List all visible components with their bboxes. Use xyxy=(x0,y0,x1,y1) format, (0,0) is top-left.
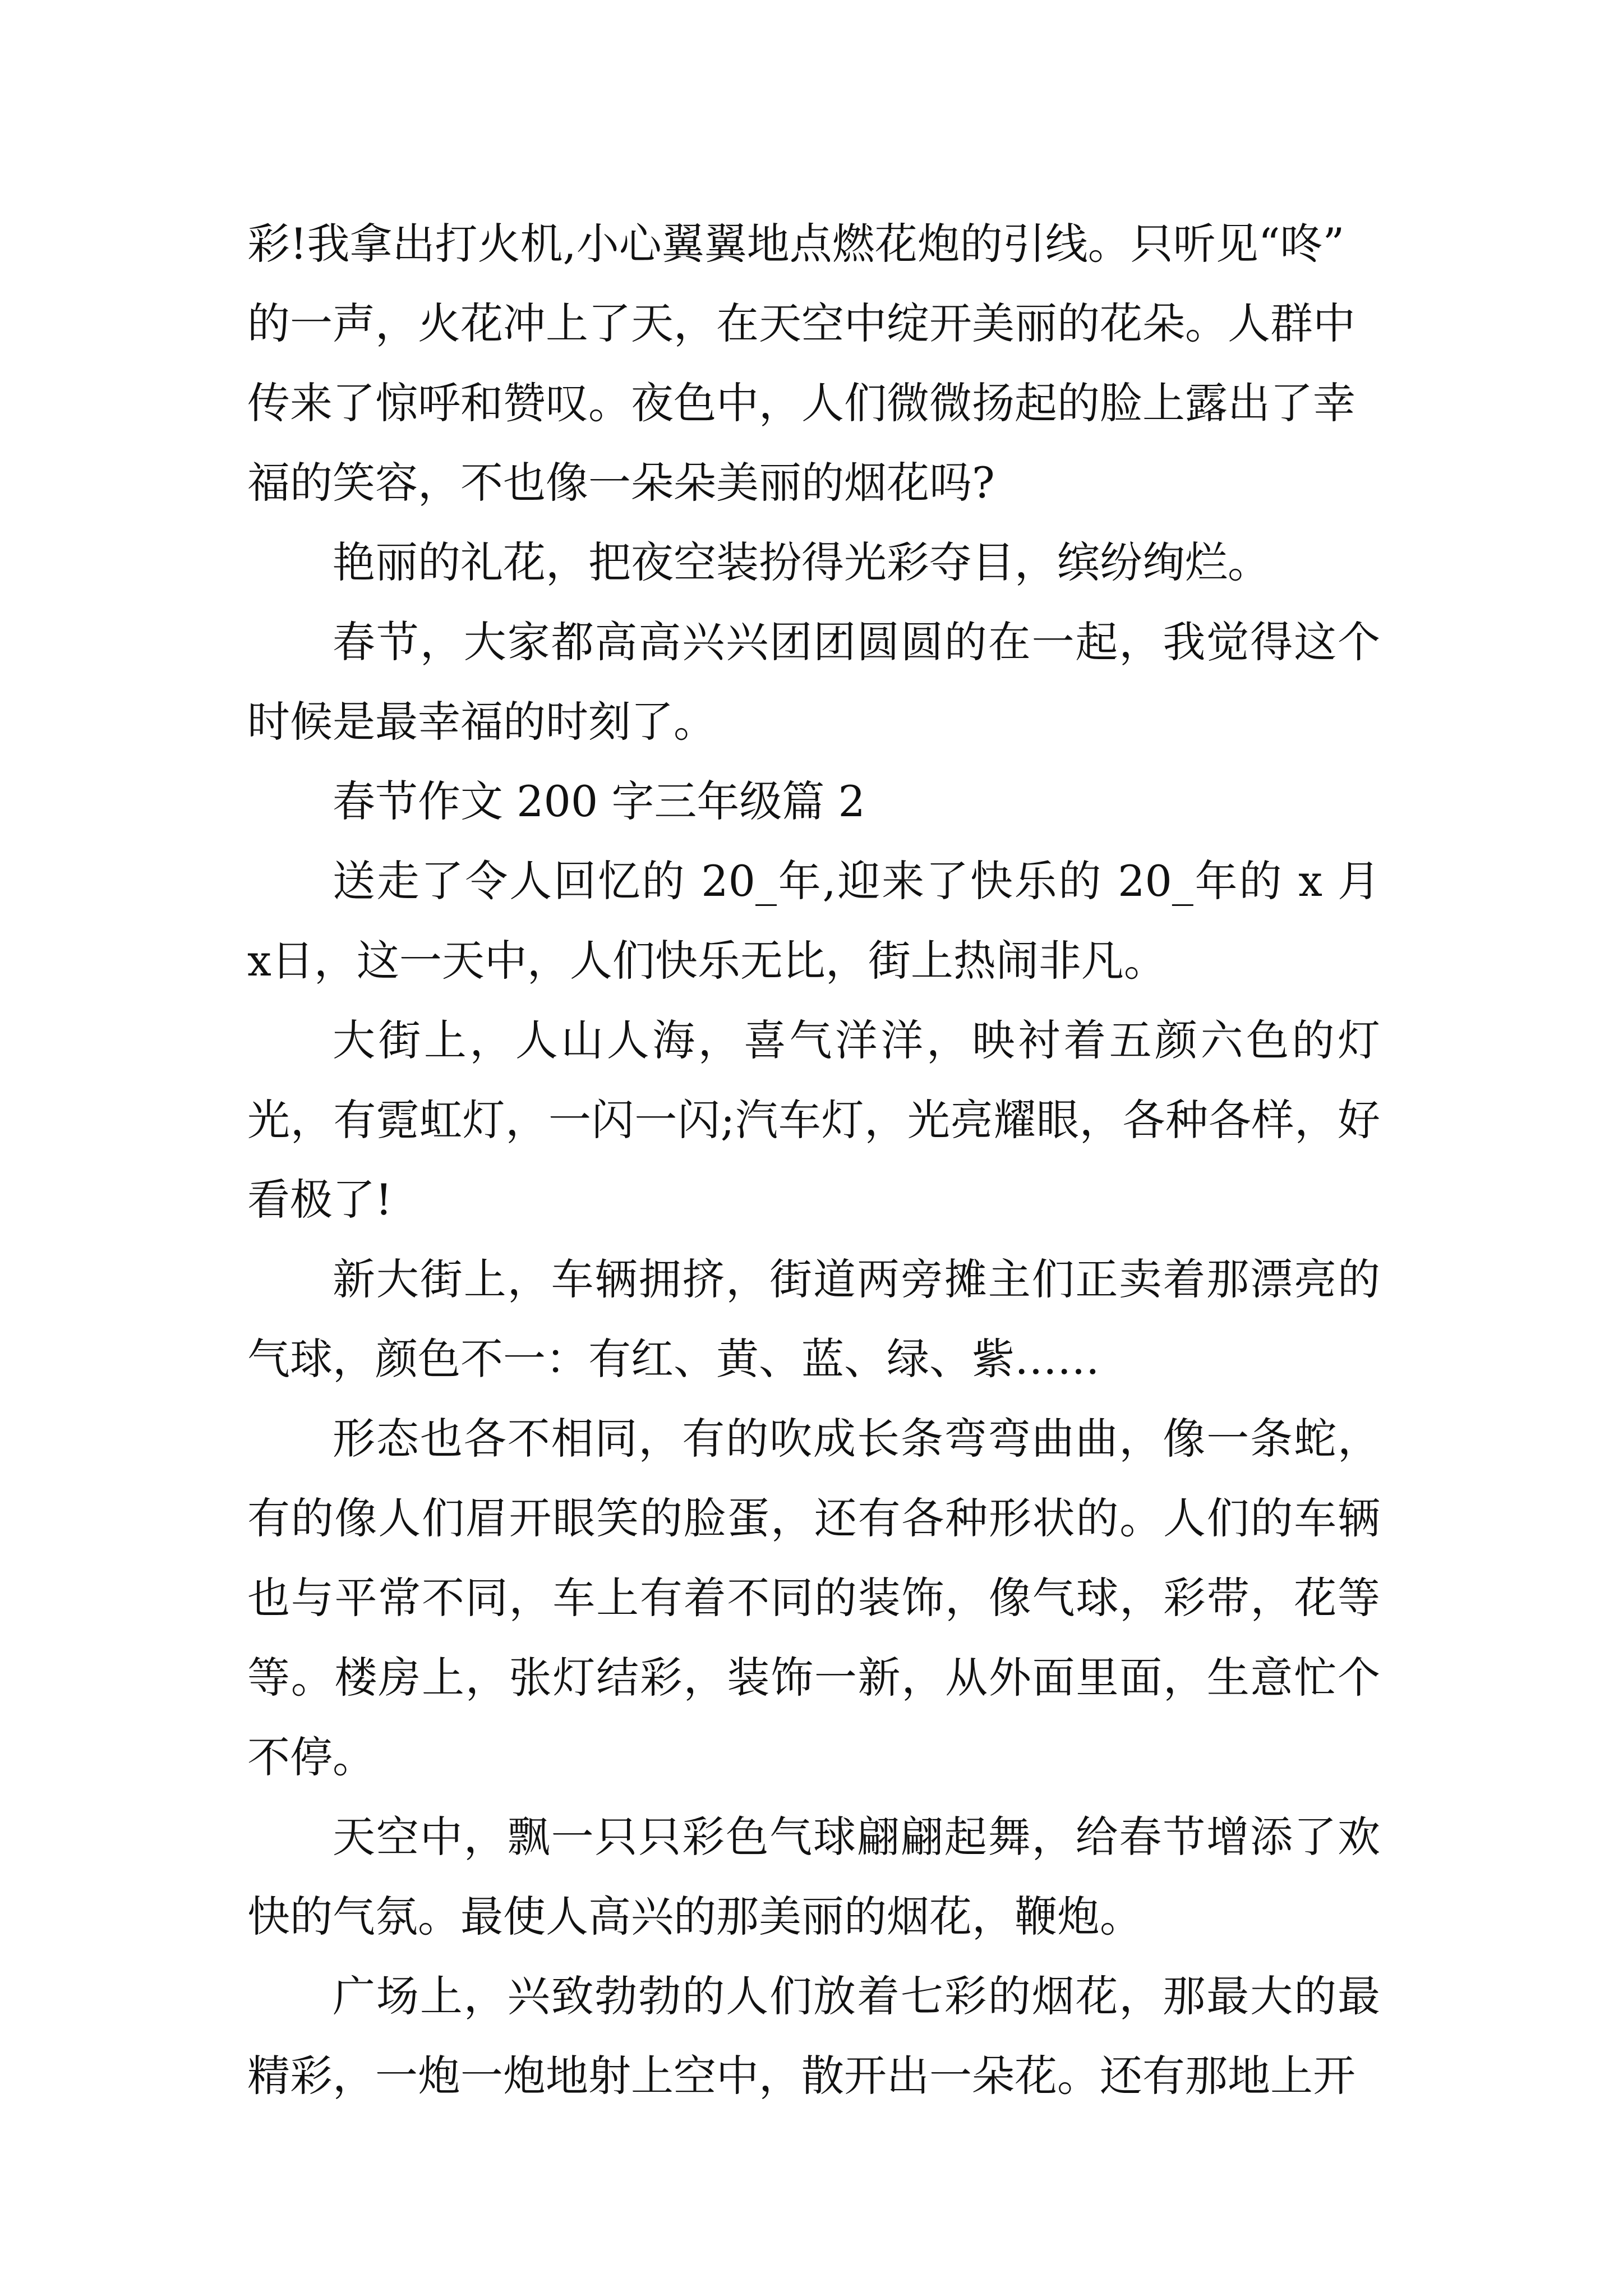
paragraph-2 xyxy=(247,523,1380,602)
text-line: 天空中，飘一只只彩色气球翩翩起舞，给春节增添了欢 xyxy=(333,1812,1380,1862)
text-line: 极了! xyxy=(290,1175,393,1225)
text-line: 春节，大家都高高兴兴团团圆圆的在一起，我觉得这个 xyxy=(333,617,1380,667)
document-body xyxy=(247,204,1380,2116)
paragraph-5 xyxy=(247,841,1380,1001)
text-line: 有霓虹灯，一闪一闪;汽车灯，光亮耀眼，各种各样，好看 xyxy=(247,1095,1381,1225)
text-line: 福的笑容，不也像一朵朵美丽的烟花吗? xyxy=(247,458,995,508)
text-line: 形态也各不相同，有的吹成长条弯弯曲曲，像一条蛇， xyxy=(333,1414,1380,1464)
text-line: 艳丽的礼花，把夜空装扮得光彩夺目，缤纷绚烂。 xyxy=(333,537,1270,587)
text-line: 大街上，人山人海，喜气洋洋，映衬着五颜六色的灯光， xyxy=(247,1015,1380,1145)
text-line: 彩!我拿出打火机,小心翼翼地点燃花炮的引线。只听见“咚” xyxy=(247,219,1345,269)
text-line: 的一声，火花冲上了天，在天空中绽开美丽的花朵。人群中 xyxy=(247,298,1355,348)
paragraph-9 xyxy=(247,1797,1380,1957)
paragraph-6 xyxy=(247,1001,1380,1240)
text-line: 新大街上，车辆拥挤，街道两旁摊主们正卖着那漂亮的 xyxy=(333,1254,1380,1304)
paragraph-8 xyxy=(247,1399,1380,1797)
text-line: 气球，颜色不一：有红、黄、蓝、绿、紫…… xyxy=(247,1334,1100,1384)
text-line: 有的像人们眉开眼笑的脸蛋，还有各种形状的。人们的车辆 xyxy=(247,1493,1380,1543)
text-line: 等。楼房上，张灯结彩，装饰一新，从外面里面，生意忙个 xyxy=(247,1653,1380,1703)
paragraph-7 xyxy=(247,1240,1380,1399)
text-line: 日，这一天中，人们快乐无比，街上热闹非凡。 xyxy=(271,936,1166,986)
text-line: 广场上，兴致勃勃的人们放着七彩的烟花，那最大的最 xyxy=(333,1971,1380,2021)
text-line: 不停。 xyxy=(247,1732,375,1782)
text-line: 送走了令人回忆的 20_年,迎来了快乐的 20_年的 x 月 x xyxy=(247,856,1380,986)
section-heading xyxy=(247,762,1380,841)
text-line: 时候是最幸福的时刻了。 xyxy=(247,697,716,747)
paragraph-10 xyxy=(247,1957,1380,2116)
paragraph-1 xyxy=(247,204,1380,523)
text-line: 精彩，一炮一炮地射上空中，散开出一朵花。还有那地上开 xyxy=(247,2051,1355,2101)
text-line: 快的气氛。最使人高兴的那美丽的烟花，鞭炮。 xyxy=(247,1892,1142,1941)
text-line: 也与平常不同，车上有着不同的装饰，像气球，彩带，花等 xyxy=(247,1573,1380,1623)
heading-text: 春节作文 200 字三年级篇 2 xyxy=(333,776,865,826)
text-line: 传来了惊呼和赞叹。夜色中，人们微微扬起的脸上露出了幸 xyxy=(247,378,1355,428)
paragraph-3 xyxy=(247,602,1380,762)
